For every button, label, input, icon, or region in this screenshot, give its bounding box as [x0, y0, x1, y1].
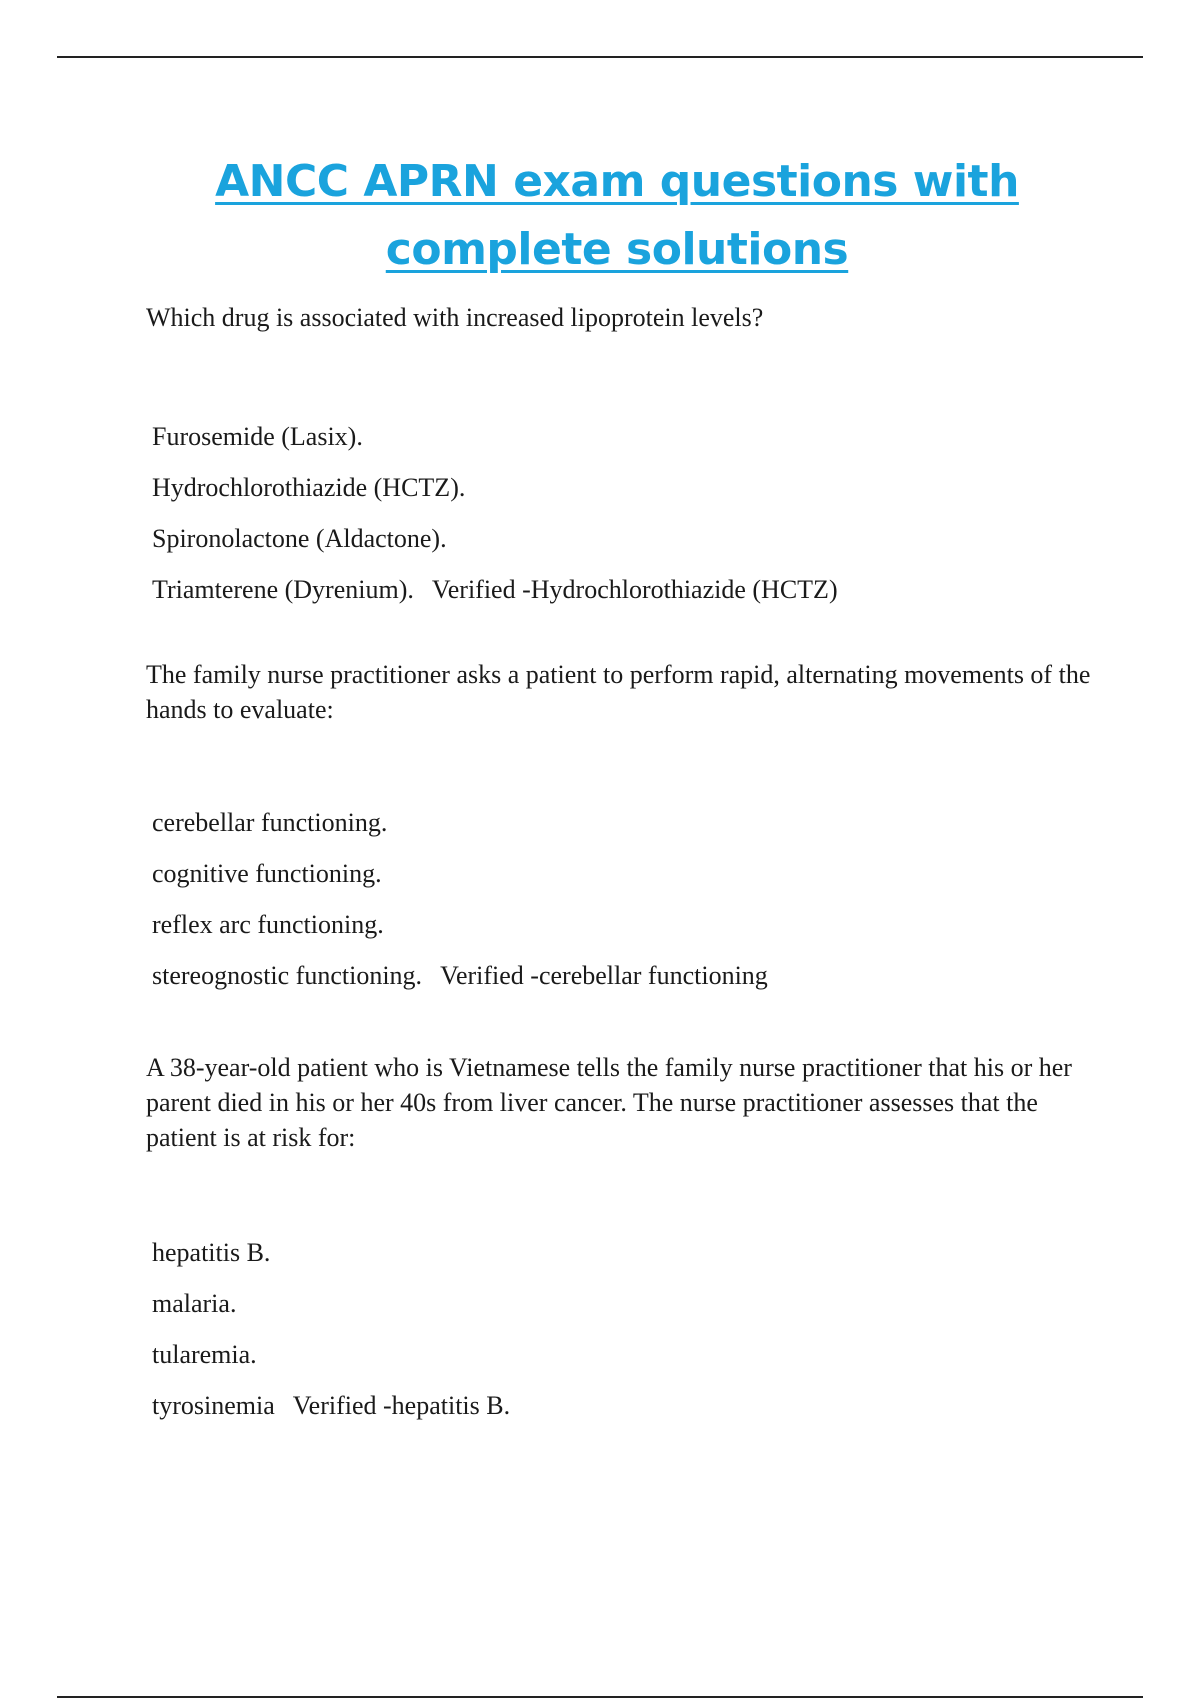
- option-item: [152, 848, 1106, 899]
- verified-answer: Verified -Hydrochlorothiazide (HCTZ): [431, 575, 838, 604]
- option-item: [152, 899, 1106, 950]
- option-item: [152, 462, 1106, 513]
- option-text: stereognostic functioning.: [152, 961, 423, 990]
- option-text: Hydrochlorothiazide (HCTZ).: [152, 473, 466, 502]
- option-text: tyrosinemia: [152, 1391, 275, 1420]
- options-list: [146, 797, 1106, 1001]
- option-item: [152, 1380, 1106, 1431]
- option-item: [152, 1329, 1106, 1380]
- question-text: A 38-year-old patient who is Vietnamese tells the family nurse practitioner that his or her parent died in his or her 40s from liver cancer. The nurse practitioner assesses that the patient is at risk for:: [146, 1053, 1072, 1152]
- verified-answer: Verified -hepatitis B.: [292, 1391, 511, 1420]
- options-list: [146, 1227, 1106, 1431]
- option-item: [152, 411, 1106, 462]
- top-rule: [57, 56, 1143, 58]
- bottom-rule: [57, 1696, 1143, 1698]
- option-item: [152, 1278, 1106, 1329]
- option-text: reflex arc functioning.: [152, 910, 384, 939]
- option-text: cognitive functioning.: [152, 859, 382, 888]
- option-item: [152, 1227, 1106, 1278]
- option-item: [152, 564, 1106, 615]
- question-text: The family nurse practitioner asks a patient to perform rapid, alternating movements of the hands to evaluate:: [146, 660, 1091, 724]
- option-text: malaria.: [152, 1289, 237, 1318]
- option-item: [152, 513, 1106, 564]
- option-text: cerebellar functioning.: [152, 808, 388, 837]
- document-title: ANCC APRN exam questions with complete solutions: [215, 156, 1019, 275]
- option-item: [152, 950, 1106, 1001]
- option-text: hepatitis B.: [152, 1238, 271, 1267]
- options-list: [146, 411, 1106, 615]
- option-text: Furosemide (Lasix).: [152, 422, 363, 451]
- question-block-3: [146, 1050, 1106, 1431]
- option-text: Spironolactone (Aldactone).: [152, 524, 447, 553]
- option-item: [152, 797, 1106, 848]
- option-text: tularemia.: [152, 1340, 257, 1369]
- question-text: Which drug is associated with increased lipoprotein levels?: [146, 303, 764, 332]
- question-block-2: [146, 657, 1106, 1001]
- verified-answer: Verified -cerebellar functioning: [440, 961, 768, 990]
- question-block-1: [146, 300, 1106, 615]
- option-text: Triamterene (Dyrenium).: [152, 575, 414, 604]
